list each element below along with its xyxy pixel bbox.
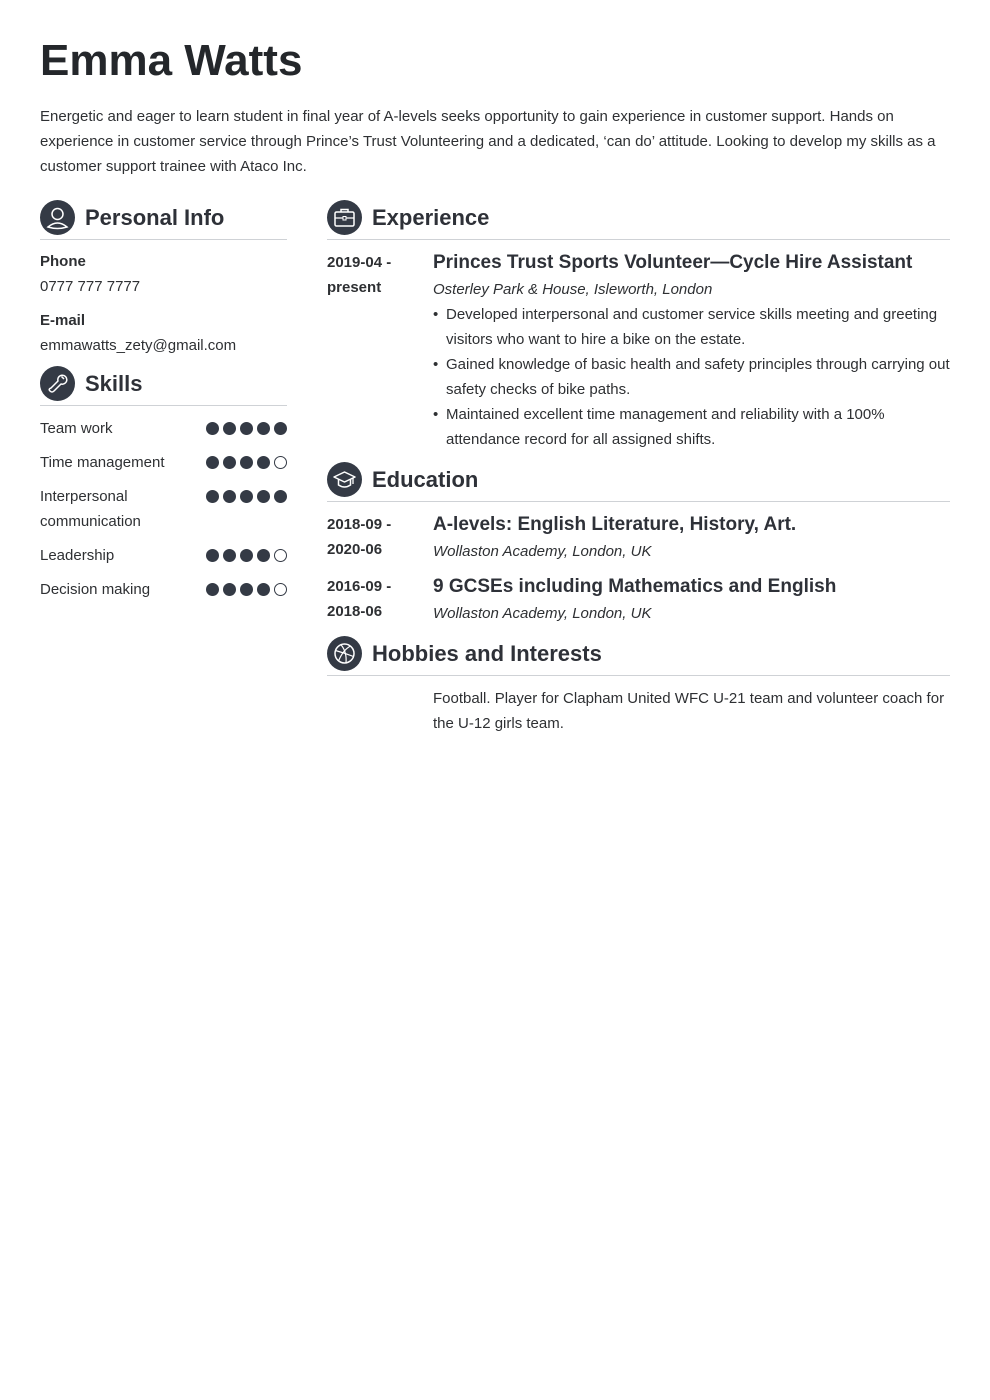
skill-item <box>40 577 287 602</box>
email-field <box>40 308 287 358</box>
section-title: Personal Info <box>85 205 225 230</box>
rating-dot-filled <box>240 422 253 435</box>
rating-dot-filled <box>257 490 270 503</box>
rating-dot-filled <box>206 583 219 596</box>
job-bullets <box>433 302 950 452</box>
section-title: Experience <box>372 205 490 230</box>
phone-field <box>40 249 287 299</box>
education-header <box>327 462 950 502</box>
skill-name: Leadership <box>40 547 115 564</box>
wrench-icon <box>40 366 75 401</box>
skill-rating <box>206 416 287 435</box>
rating-dot-empty <box>274 456 287 469</box>
rating-dot-filled <box>223 456 236 469</box>
rating-dot-filled <box>206 422 219 435</box>
education-entry <box>327 512 950 564</box>
skills-header <box>40 366 287 406</box>
skill-item <box>40 416 287 441</box>
left-column <box>40 200 287 602</box>
rating-dot-filled <box>223 422 236 435</box>
phone-label: Phone <box>40 253 86 270</box>
user-icon <box>40 200 75 235</box>
date-start: 2019-04 - <box>327 254 392 271</box>
skill-rating <box>206 543 287 562</box>
rating-dot-filled <box>206 490 219 503</box>
rating-dot-filled <box>240 490 253 503</box>
job-location: Osterley Park & House, Isleworth, London <box>433 281 713 298</box>
job-title: Princes Trust Sports Volunteer—Cycle Hire Assistant <box>433 252 913 273</box>
entry-body <box>433 512 950 564</box>
rating-dot-filled <box>240 583 253 596</box>
bullet-item: • Maintained excellent time management and reliability with a 100% attendance record for all assigned shifts. <box>433 402 950 452</box>
degree-title: 9 GCSEs including Mathematics and English <box>433 576 837 597</box>
entry-body <box>433 250 950 452</box>
briefcase-icon <box>327 200 362 235</box>
entry-dates <box>327 574 433 626</box>
rating-dot-empty <box>274 583 287 596</box>
experience-header <box>327 200 950 240</box>
school-name: Wollaston Academy, London, UK <box>433 543 652 560</box>
skill-item <box>40 450 287 475</box>
graduation-cap-icon <box>327 462 362 497</box>
skill-item <box>40 484 287 534</box>
entry-body <box>433 574 950 626</box>
degree-title: A-levels: English Literature, History, Art. <box>433 514 797 535</box>
entry-dates <box>327 250 433 452</box>
date-start: 2016-09 - <box>327 578 392 595</box>
skill-name: Interpersonal communication <box>40 488 141 530</box>
email-value: emmawatts_zety@gmail.com <box>40 337 237 354</box>
right-column <box>327 200 950 736</box>
entry-dates <box>327 512 433 564</box>
rating-dot-filled <box>257 583 270 596</box>
email-label: E-mail <box>40 312 86 329</box>
date-end: 2018-06 <box>327 603 383 620</box>
skill-rating <box>206 577 287 596</box>
rating-dot-filled <box>257 422 270 435</box>
skill-rating <box>206 450 287 469</box>
hobbies-text: Football. Player for Clapham United WFC U-21 team and volunteer coach for the U-12 girls team. <box>433 690 945 732</box>
rating-dot-filled <box>223 583 236 596</box>
section-title: Education <box>372 467 479 492</box>
date-start: 2018-09 - <box>327 516 392 533</box>
school-name: Wollaston Academy, London, UK <box>433 605 652 622</box>
skill-name: Team work <box>40 420 113 437</box>
rating-dot-filled <box>223 549 236 562</box>
bullet-item: • Developed interpersonal and customer service skills meeting and greeting visitors who want to hire a bike on the estate. <box>433 302 950 352</box>
skill-name: Decision making <box>40 581 151 598</box>
rating-dot-empty <box>274 549 287 562</box>
section-title: Skills <box>85 371 143 396</box>
education-entry <box>327 574 950 626</box>
rating-dot-filled <box>240 549 253 562</box>
skill-rating <box>206 484 287 503</box>
bullet-item: • Gained knowledge of basic health and safety principles through carrying out safety checks of bike paths. <box>433 352 950 402</box>
personal-info-header <box>40 200 287 240</box>
rating-dot-filled <box>257 456 270 469</box>
rating-dot-filled <box>274 490 287 503</box>
section-title: Hobbies and Interests <box>372 641 602 666</box>
rating-dot-filled <box>240 456 253 469</box>
skill-name: Time management <box>40 454 165 471</box>
profile-summary: Energetic and eager to learn student in final year of A-levels seeks opportunity to gain experience in customer support. Hands on experience in customer service through Prince’s Trust Volunteering and a dedicated, ‘can do’ attitude. Looking to develop my skills as a customer support trainee with Ataco Inc. <box>40 108 936 175</box>
candidate-name: Emma Watts <box>40 36 303 85</box>
rating-dot-filled <box>206 549 219 562</box>
skills-list <box>40 416 287 602</box>
basketball-icon <box>327 636 362 671</box>
hobbies-header <box>327 636 950 676</box>
rating-dot-filled <box>223 490 236 503</box>
date-end: 2020-06 <box>327 541 383 558</box>
experience-entry <box>327 250 950 452</box>
phone-value: 0777 777 7777 <box>40 278 141 295</box>
rating-dot-filled <box>206 456 219 469</box>
skill-item <box>40 543 287 568</box>
rating-dot-filled <box>274 422 287 435</box>
date-end: present <box>327 279 382 296</box>
rating-dot-filled <box>257 549 270 562</box>
